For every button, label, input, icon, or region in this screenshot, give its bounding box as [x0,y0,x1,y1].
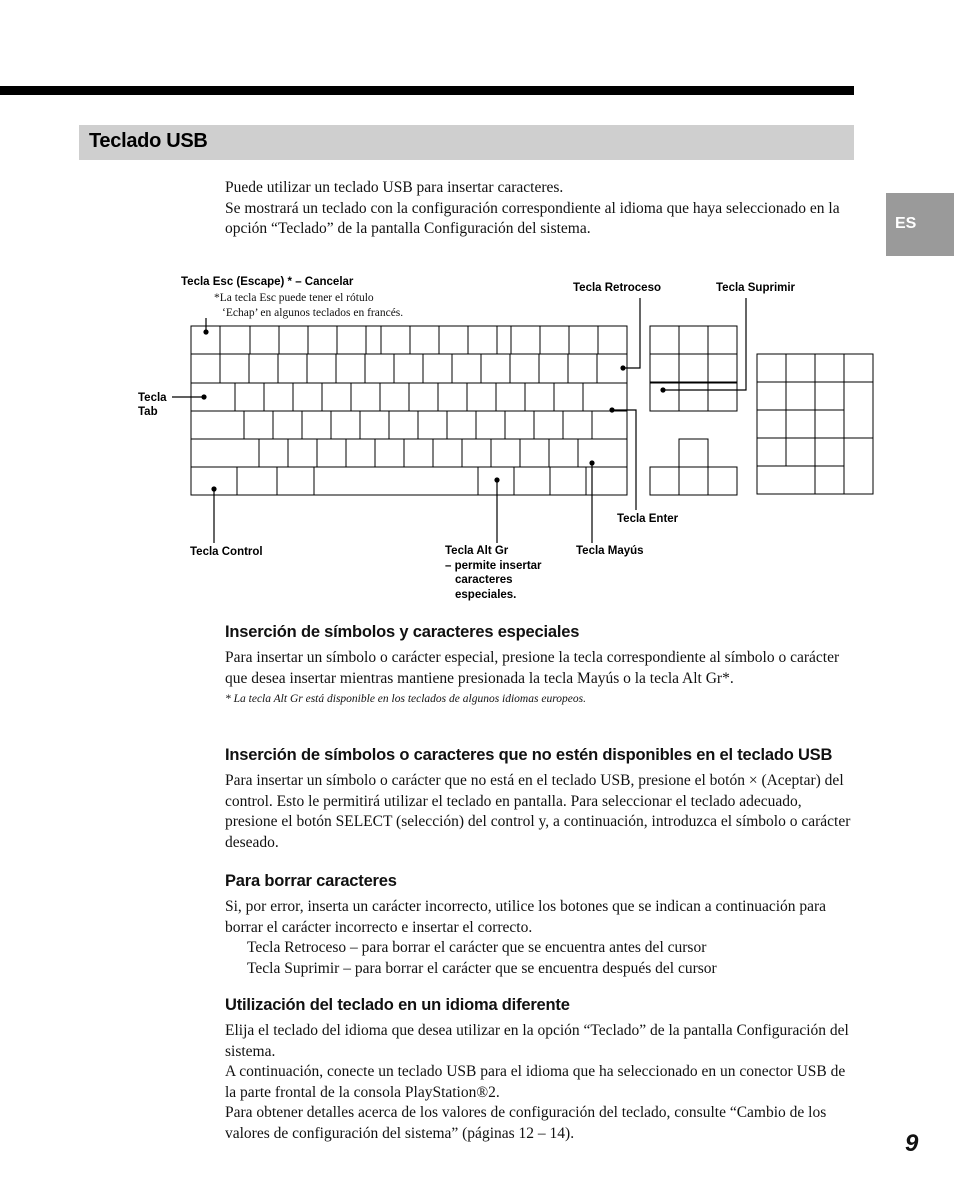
keyboard-key [380,383,409,411]
keyboard-key [314,467,478,495]
keyboard-key [514,467,550,495]
keyboard-key [337,326,366,354]
keyboard-key [476,411,505,439]
keyboard-key [410,326,439,354]
keyboard-key [757,466,815,494]
page-number: 9 [905,1130,919,1157]
keyboard-key [520,439,549,467]
keyboard-key [381,326,410,354]
keyboard-key [423,354,452,383]
keyboard-key [250,326,279,354]
keyboard-key [786,382,815,410]
keyboard-key [525,383,554,411]
backspace-key-label: Tecla Retroceso [573,282,661,294]
keyboard-key [331,411,360,439]
keyboard-key [708,326,737,354]
keyboard-key [534,411,563,439]
keyboard-key [679,326,708,354]
esc-key-label: Tecla Esc (Escape) * – Cancelar [181,276,354,288]
keyboard-diagram [0,260,954,620]
keyboard-key [433,439,462,467]
keyboard-key [191,439,259,467]
keyboard-key [481,354,510,383]
title-bar [79,125,854,160]
keyboard-key [563,411,592,439]
section-delete-characters [225,871,857,979]
keyboard-key [462,439,491,467]
page-title: Teclado USB [89,130,208,152]
keyboard-key [307,354,336,383]
section-special-characters [225,622,857,707]
shift-dot [589,460,594,465]
keyboard-key [549,439,578,467]
keyboard-key [757,410,786,438]
control-dot [211,486,216,491]
section-paragraph: Si, por error, inserta un carácter incorrecto, utilice los botones que se indican a continuación para borrar el carácter incorrecto e insertar el correcto. [225,898,827,936]
altgr-dot [494,477,499,482]
keyboard-key [786,354,815,382]
section-unavailable-characters [225,745,857,853]
keyboard-key [220,354,249,383]
tab-dot [201,394,206,399]
keyboard-key [317,439,346,467]
altgr-key-label: Tecla Alt Gr [445,545,509,557]
section-paragraph: Para obtener detalles acerca de los valores de configuración del teclado, consulte “Cambio de los valores de configuración del sistema” (páginas 12 – 14). [225,1104,827,1142]
keyboard-key [554,383,583,411]
backspace-dot [620,365,625,370]
keyboard-key [438,383,467,411]
keyboard-key [360,411,389,439]
keyboard-key [757,438,786,466]
keyboard-key [418,411,447,439]
keyboard-key [708,383,737,411]
keyboard-key [510,354,539,383]
keyboard-key [491,439,520,467]
keyboard-key [540,326,569,354]
keyboard-key [394,354,423,383]
language-tab [886,193,954,256]
keyboard-key [568,354,597,383]
footnote: * La tecla Alt Gr está disponible en los teclados de algunos idiomas europeos. [225,693,586,705]
keyboard-key [496,383,525,411]
keyboard-key [815,466,844,494]
keyboard-key [708,354,737,382]
section-heading: Inserción de símbolos o caracteres que no estén disponibles en el teclado USB [225,746,833,764]
delete-dot [660,387,665,392]
top-rule [0,86,854,95]
keyboard-key [815,382,844,410]
keyboard-key [786,410,815,438]
section-paragraph: A continuación, conecte un teclado USB para el idioma que ha seleccionado en un conector USB de la parte frontal de la consola PlayStation®2. [225,1063,846,1101]
section-heading: Para borrar caracteres [225,872,397,890]
keyboard-key [389,411,418,439]
section-paragraph: Elija el teclado del idioma que desea utilizar en la opción “Teclado” de la pantalla Configuración del sistema. [225,1022,849,1060]
keyboard-key [467,383,496,411]
section-other-language [225,995,857,1144]
enter-dot [609,407,614,412]
keyboard-key [249,354,278,383]
section-heading: Utilización del teclado en un idioma diferente [225,996,570,1014]
esc-dot [203,329,208,334]
keyboard-key [679,439,708,467]
keyboard-key [322,383,351,411]
keyboard-key [259,439,288,467]
keyboard-key [583,383,627,411]
altgr-key-label: especiales. [455,589,517,601]
delete-key-label: Tecla Suprimir [716,282,796,294]
keyboard-key [279,326,308,354]
keyboard-key [844,354,873,382]
keyboard-key [569,326,598,354]
keyboard-key [786,438,815,466]
list-item: Tecla Suprimir – para borrar el carácter que se encuentra después del cursor [247,959,717,977]
altgr-key-label: caracteres [455,574,513,586]
esc-note: ‘Echap’ en algunos teclados en francés. [222,307,404,319]
keyboard-key [365,354,394,383]
altgr-key-label: – permite insertar [445,560,542,572]
keyboard-key [277,467,314,495]
keyboard-key [815,438,844,466]
keyboard-key [550,467,586,495]
keyboard-key [237,467,277,495]
section-paragraph: Para insertar un símbolo o carácter que no está en el teclado USB, presione el botón × (Aceptar) del control. Esto le permitirá utilizar el teclado en pantalla. Para seleccionar el teclado adecuado, presione el botón SELECT (selección) del control y, a continuación, introduzca el símbolo o carácter deseado. [225,772,851,851]
keyboard-key [679,467,708,495]
keyboard-key [278,354,307,383]
keyboard-key [346,439,375,467]
keyboard-key [505,411,534,439]
list-item: Tecla Retroceso – para borrar el carácter que se encuentra antes del cursor [247,939,707,956]
keyboard-key [452,354,481,383]
keyboard-key [409,383,438,411]
keyboard-key [336,354,365,383]
keyboard-key [650,383,679,411]
keyboard-key [273,411,302,439]
keyboard-key [578,439,627,467]
intro-line: Se mostrará un teclado con la configuración correspondiente al idioma que haya seleccionado en la opción “Teclado” de la pantalla Configuración del sistema. [225,199,840,237]
keyboard-key [815,354,844,382]
enter-key-label: Tecla Enter [617,513,679,525]
keyboard-key [650,354,679,382]
shift-key-label: Tecla Mayús [576,545,644,557]
keyboard-key [815,410,844,438]
keyboard-key [679,354,708,382]
keyboard-key [757,354,786,382]
keyboard-key [288,439,317,467]
control-key-label: Tecla Control [190,546,263,558]
keyboard-key [191,411,244,439]
tab-key-label: Tecla [138,392,167,404]
keyboard-key [844,382,873,438]
tab-key-label: Tab [138,406,158,418]
keyboard-key [191,354,220,383]
keyboard-key [375,439,404,467]
keyboard-key [244,411,273,439]
keyboard-key [404,439,433,467]
keyboard-key [757,382,786,410]
keyboard-key [598,326,627,354]
section-heading: Inserción de símbolos y caracteres especiales [225,623,580,641]
keyboard-key [511,326,540,354]
keyboard-key [308,326,337,354]
keyboard-key [264,383,293,411]
keyboard-key [679,383,708,411]
intro-text [225,178,845,240]
intro-line: Puede utilizar un teclado USB para insertar caracteres. [225,179,564,196]
keyboard-key [650,326,679,354]
keyboard-key [539,354,568,383]
section-paragraph: Para insertar un símbolo o carácter especial, presione la tecla correspondiente al símbolo o carácter que desea insertar mientras mantiene presionada la tecla Mayús o la tecla Alt Gr*. [225,649,840,687]
keyboard-key [447,411,476,439]
keyboard-key [650,467,679,495]
keyboard-key [844,438,873,494]
keyboard-key [708,467,737,495]
language-tab-label: ES [895,215,917,232]
keyboard-key [439,326,468,354]
keyboard-key [235,383,264,411]
keyboard-key [468,326,497,354]
esc-note: *La tecla Esc puede tener el rótulo [214,292,374,304]
keyboard-key [351,383,380,411]
keyboard-key [293,383,322,411]
keyboard-key [302,411,331,439]
